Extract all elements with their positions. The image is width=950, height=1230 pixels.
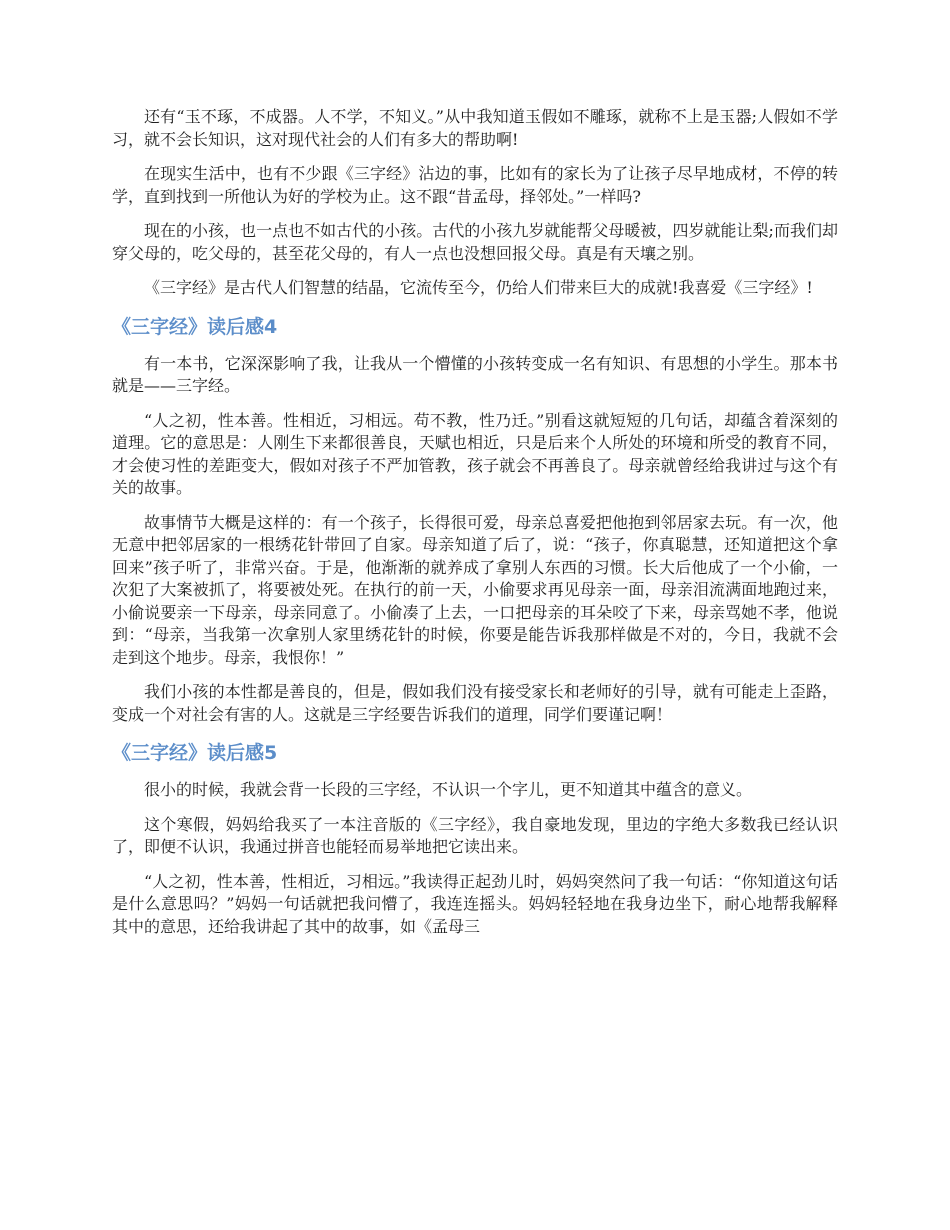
- section-heading: 《三字经》读后感5: [112, 742, 278, 764]
- paragraph: 现在的小孩，也一点也不如古代的小孩。古代的小孩九岁就能帮父母暖被，四岁就能让梨;而我们却穿父母的，吃父母的，甚至花父母的，有人一点也没想回报父母。真是有天壤之别。: [112, 221, 838, 263]
- paragraph: 很小的时候，我就会背一长段的三字经，不认识一个字儿，更不知道其中蕴含的意义。: [144, 780, 753, 799]
- paragraph: 我们小孩的本性都是善良的，但是，假如我们没有接受家长和老师好的引导，就有可能走上歪路，变成一个对社会有害的人。这就是三字经要告诉我们的道理，同学们要谨记啊！: [112, 682, 838, 724]
- section-reading-5: [112, 740, 838, 938]
- document-page: [112, 106, 838, 950]
- paragraph: 这个寒假，妈妈给我买了一本注音版的《三字经》，我自豪地发现，里边的字绝大多数我已经认识了，即便不认识，我通过拼音也能轻而易举地把它读出来。: [112, 814, 838, 856]
- section-heading: 《三字经》读后感4: [112, 315, 278, 338]
- section-intro: [112, 106, 838, 300]
- paragraph: 还有“玉不琢，不成器。人不学，不知义。”从中我知道玉假如不雕琢，就称不上是玉器;人假如不学习，就不会长知识，这对现代社会的人们有多大的帮助啊!: [112, 107, 838, 149]
- paragraph: 有一本书，它深深影响了我，让我从一个懵懂的小孩转变成一名有知识、有思想的小学生。那本书就是——三字经。: [112, 353, 838, 395]
- paragraph: 故事情节大概是这样的：有一个孩子，长得很可爱，母亲总喜爱把他抱到邻居家去玩。有一次，他无意中把邻居家的一根绣花针带回了自家。母亲知道了后了，说：“孩子，你真聪慧，还知道把这个拿回来”孩子听了，非常兴奋。于是，他渐渐的就养成了拿别人东西的习惯。长大后他成了一个小偷，一次犯了大案被抓了，将要被处死。在执行的前一天，小偷要求再见母亲一面，母亲泪流满面地跑过来，小偷说要亲一下母亲，母亲同意了。小偷凑了上去，一口把母亲的耳朵咬了下来，母亲骂她不孝，他说到：“母亲，当我第一次拿别人家里绣花针的时候，你要是能告诉我那样做是不对的，今日，我就不会走到这个地步。母亲，我恨你！”: [112, 512, 838, 667]
- section-reading-4: [112, 314, 838, 727]
- paragraph: “人之初，性本善，性相近，习相远。”我读得正起劲儿时，妈妈突然问了我一句话：“你知道这句话是什么意思吗？”妈妈一句话就把我问懵了，我连连摇头。妈妈轻轻地在我身边坐下，耐心地帮我解释其中的意思，还给我讲起了其中的故事，如《孟母三: [112, 871, 838, 936]
- paragraph: “人之初，性本善。性相近，习相远。苟不教，性乃迁。”别看这就短短的几句话，却蕴含着深刻的道理。它的意思是：人刚生下来都很善良，天赋也相近，只是后来个人所处的环境和所受的教育不同，才会使习性的差距变大，假如对孩子不严加管教，孩子就会不再善良了。母亲就曾经给我讲过与这个有关的故事。: [112, 410, 838, 497]
- paragraph: 《三字经》是古代人们智慧的结晶，它流传至今，仍给人们带来巨大的成就!我喜爱《三字经》!: [144, 278, 813, 297]
- paragraph: 在现实生活中，也有不少跟《三字经》沾边的事，比如有的家长为了让孩子尽早地成材，不停的转学，直到找到一所他认为好的学校为止。这不跟“昔孟母，择邻处。”一样吗?: [112, 164, 838, 206]
